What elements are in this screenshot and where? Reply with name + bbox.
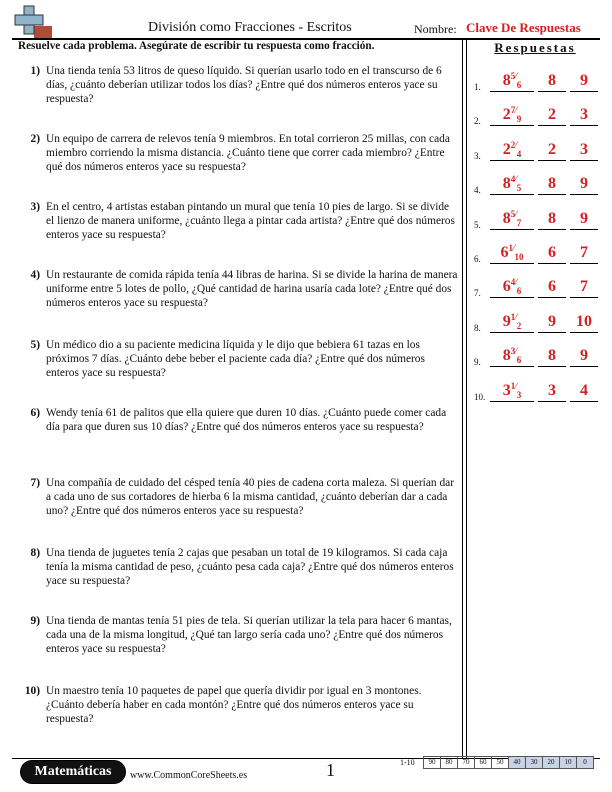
fraction-part — [510, 139, 522, 159]
question-text: Una tienda de juguetes tenía 2 cajas que pesaban un total de 19 kilogramos. Si cada caja tenía la misma cantidad de peso, ¿cuánto pesa cada caja? ¿Entre qué dos números enteros yace su respuesta? — [46, 547, 454, 587]
question-text: Un maestro tenía 10 paquetes de papel que quería dividir por igual en 3 montones. ¿Cuánto debería haber en cada montón? ¿Entre qué dos números enteros yace su respuesta? — [46, 685, 422, 725]
fraction-numerator: 1 — [508, 243, 513, 253]
answer-number: 1. — [474, 82, 481, 92]
fraction-part — [510, 277, 522, 297]
answer-high-integer: 9 — [570, 346, 598, 367]
fraction-numerator: 4 — [510, 174, 516, 185]
answer-number: 6. — [474, 254, 481, 264]
fraction-whole: 6 — [500, 244, 509, 261]
answer-number: 5. — [474, 219, 481, 230]
answer-row — [474, 309, 600, 335]
fraction-part — [510, 346, 522, 366]
score-cell: 40 — [508, 756, 526, 769]
plus-logo-icon — [14, 4, 54, 40]
score-cell: 10 — [559, 756, 577, 769]
instructions: Resuelve cada problema. Asegúrate de escribir tu respuesta como fracción. — [18, 40, 375, 52]
question-number: 4) — [30, 269, 40, 281]
answer-fraction — [490, 346, 534, 367]
question-number: 1) — [30, 65, 40, 77]
answer-low-integer: 6 — [538, 243, 566, 264]
fraction-numerator: 4 — [510, 277, 516, 288]
site-url: www.CommonCoreSheets.es — [130, 770, 248, 781]
fraction-part — [508, 243, 524, 262]
question-number: 5) — [30, 339, 40, 351]
fraction-slash: ⁄ — [515, 277, 517, 288]
fraction-whole: 2 — [502, 106, 511, 124]
score-cell: 80 — [440, 756, 458, 769]
fraction-numerator: 1 — [510, 311, 516, 322]
answer-low-integer: 8 — [538, 346, 566, 367]
fraction-denominator: 9 — [516, 114, 522, 125]
fraction-numerator: 1 — [510, 380, 516, 391]
question-text: Un equipo de carrera de relevos tenía 9 miembros. En total corrieron 25 millas, con cada miembro corriendo la misma distancia. ¿Cuánto tiene que correr cada miembro? ¿Entre qué dos números enteros yace su respuesta? — [46, 133, 450, 173]
fraction-whole: 9 — [502, 312, 511, 330]
answer-row — [474, 274, 600, 300]
answer-high-integer: 9 — [570, 174, 598, 195]
answer-fraction — [490, 277, 534, 298]
fraction-numerator: 3 — [510, 346, 516, 357]
answer-low-integer: 2 — [538, 140, 566, 161]
answer-high-integer: 9 — [570, 209, 598, 230]
fraction-whole: 2 — [502, 140, 511, 158]
question-text: Un restaurante de comida rápida tenía 44 libras de harina. Si se divide la harina de manera uniforme entre 5 lotes de pollo, ¿Qué cantidad de harina usaría cada lote? ¿Entre qué dos números enteros yace su respuesta? — [46, 269, 458, 309]
question-text: Una compañía de cuidado del césped tenía 40 pies de cadena corta maleza. Si querían dar a cada uno de sus cortadores de hierba 6 la misma cantidad, ¿cuánto deberían dar a cada uno? ¿Entre qué dos números enteros yace su respuesta? — [46, 477, 454, 517]
name-label: Nombre: — [414, 22, 457, 36]
column-divider-inner — [466, 38, 467, 758]
answer-low-integer: 9 — [538, 312, 566, 333]
answer-high-integer: 7 — [570, 243, 598, 264]
question-text: Una tienda de mantas tenía 51 pies de tela. Si querían utilizar la tela para hacer 6 mantas, cada una de la misma longitud, ¿Qué tan largo sería cada uno? ¿Entre qué dos números enteros yace su respuesta? — [46, 615, 452, 655]
fraction-whole: 8 — [502, 72, 511, 89]
score-cell: 30 — [525, 756, 543, 769]
score-cell: 20 — [542, 756, 560, 769]
answer-number: 7. — [474, 288, 481, 299]
question-number: 7) — [30, 477, 40, 489]
fraction-whole: 3 — [502, 381, 511, 399]
score-cell: 50 — [491, 756, 509, 769]
question-number: 3) — [30, 201, 40, 213]
fraction-denominator: 10 — [514, 252, 524, 262]
score-table — [424, 756, 594, 769]
answer-number: 10. — [474, 391, 486, 402]
question-text: En el centro, 4 artistas estaban pintando un mural que tenía 10 pies de largo. Si se divide el lienzo de manera uniforme, ¿cuánto llega a pintar cada artista? ¿Entre qué dos números enteros yace su respuesta? — [46, 201, 455, 241]
answer-row — [474, 171, 600, 197]
fraction-slash: ⁄ — [515, 105, 517, 116]
score-range-label: 1-10 — [400, 758, 415, 767]
fraction-denominator: 4 — [516, 148, 522, 159]
answer-fraction — [490, 140, 534, 161]
answer-high-integer: 3 — [570, 105, 598, 126]
fraction-numerator: 2 — [510, 139, 516, 150]
answer-high-integer: 7 — [570, 277, 598, 298]
answer-high-integer: 10 — [570, 312, 598, 333]
answer-high-integer: 9 — [570, 71, 598, 92]
answer-number: 2. — [474, 116, 481, 127]
fraction-numerator: 7 — [510, 105, 516, 116]
answer-fraction — [490, 381, 534, 402]
answer-row — [474, 240, 600, 266]
answer-number: 9. — [474, 357, 481, 368]
fraction-numerator: 5 — [510, 71, 516, 81]
answer-high-integer: 4 — [570, 381, 598, 402]
score-cell: 70 — [457, 756, 475, 769]
answer-row — [474, 102, 600, 128]
worksheet-title: División como Fracciones - Escritos — [148, 20, 352, 35]
page-number: 1 — [326, 760, 335, 780]
fraction-part — [510, 105, 522, 125]
column-divider — [462, 38, 463, 758]
fraction-whole: 6 — [502, 278, 511, 296]
score-cell: 0 — [576, 756, 594, 769]
answer-low-integer: 8 — [538, 174, 566, 195]
fraction-slash: ⁄ — [515, 174, 517, 185]
question-number: 10) — [24, 685, 40, 697]
fraction-slash: ⁄ — [515, 71, 517, 81]
fraction-denominator: 6 — [516, 80, 522, 90]
answer-low-integer: 8 — [538, 71, 566, 92]
fraction-part — [510, 71, 522, 90]
fraction-slash: ⁄ — [515, 346, 517, 357]
fraction-whole: 8 — [502, 175, 511, 193]
fraction-slash: ⁄ — [515, 208, 517, 219]
fraction-part — [510, 380, 522, 400]
answer-row — [474, 378, 600, 404]
answer-fraction — [490, 174, 534, 195]
name-value: Clave De Respuestas — [466, 20, 581, 35]
answer-row — [474, 343, 600, 369]
answer-row — [474, 68, 600, 94]
answer-fraction — [490, 105, 534, 126]
answer-number: 8. — [474, 322, 481, 333]
question-text: Una tienda tenía 53 litros de queso líquido. Si querían usarlo todo en el transcurso de 6 días, ¿cuánto deberían utilizar todos los días? ¿Entre qué dos números enteros yace su respuesta? — [46, 65, 442, 105]
fraction-whole: 8 — [502, 347, 511, 365]
answer-low-integer: 2 — [538, 105, 566, 126]
answer-high-integer: 3 — [570, 140, 598, 161]
answer-row — [474, 206, 600, 232]
brand-badge: Matemáticas — [20, 760, 126, 784]
answers-title: Respuestas — [494, 40, 576, 55]
answer-fraction — [490, 243, 534, 264]
fraction-part — [510, 208, 522, 228]
answer-low-integer: 8 — [538, 209, 566, 230]
answer-number: 4. — [474, 185, 481, 196]
question-number: 2) — [30, 133, 40, 145]
fraction-denominator: 7 — [516, 217, 522, 228]
answer-fraction — [490, 209, 534, 230]
fraction-numerator: 5 — [510, 208, 516, 219]
fraction-denominator: 6 — [516, 355, 522, 366]
question-number: 8) — [30, 547, 40, 559]
fraction-part — [510, 311, 522, 331]
fraction-part — [510, 174, 522, 194]
answer-low-integer: 6 — [538, 277, 566, 298]
fraction-slash: ⁄ — [515, 311, 517, 322]
question-text: Un médico dio a su paciente medicina líquida y le dijo que bebiera 61 tazas en los próximos 7 días. ¿Cuánto debe beber el paciente cada día? ¿Entre qué dos números enteros yace su respuesta? — [46, 339, 425, 379]
fraction-denominator: 6 — [516, 286, 522, 297]
answer-row — [474, 137, 600, 163]
fraction-slash: ⁄ — [515, 139, 517, 150]
fraction-denominator: 3 — [516, 389, 522, 400]
fraction-denominator: 5 — [516, 183, 522, 194]
question-number: 9) — [30, 615, 40, 627]
fraction-denominator: 2 — [516, 320, 522, 331]
fraction-slash: ⁄ — [512, 243, 515, 253]
question-number: 6) — [30, 407, 40, 419]
answer-fraction — [490, 71, 534, 92]
score-cell: 60 — [474, 756, 492, 769]
fraction-whole: 8 — [502, 209, 511, 227]
fraction-slash: ⁄ — [515, 380, 517, 391]
score-cell: 90 — [423, 756, 441, 769]
answer-fraction — [490, 312, 534, 333]
question-text: Wendy tenía 61 de palitos que ella quiere que duren 10 días. ¿Cuánto puede comer cada día para que duren sus 10 días? ¿Entre qué dos números enteros yace su respuesta? — [46, 407, 447, 433]
answer-number: 3. — [474, 150, 481, 161]
answer-low-integer: 3 — [538, 381, 566, 402]
